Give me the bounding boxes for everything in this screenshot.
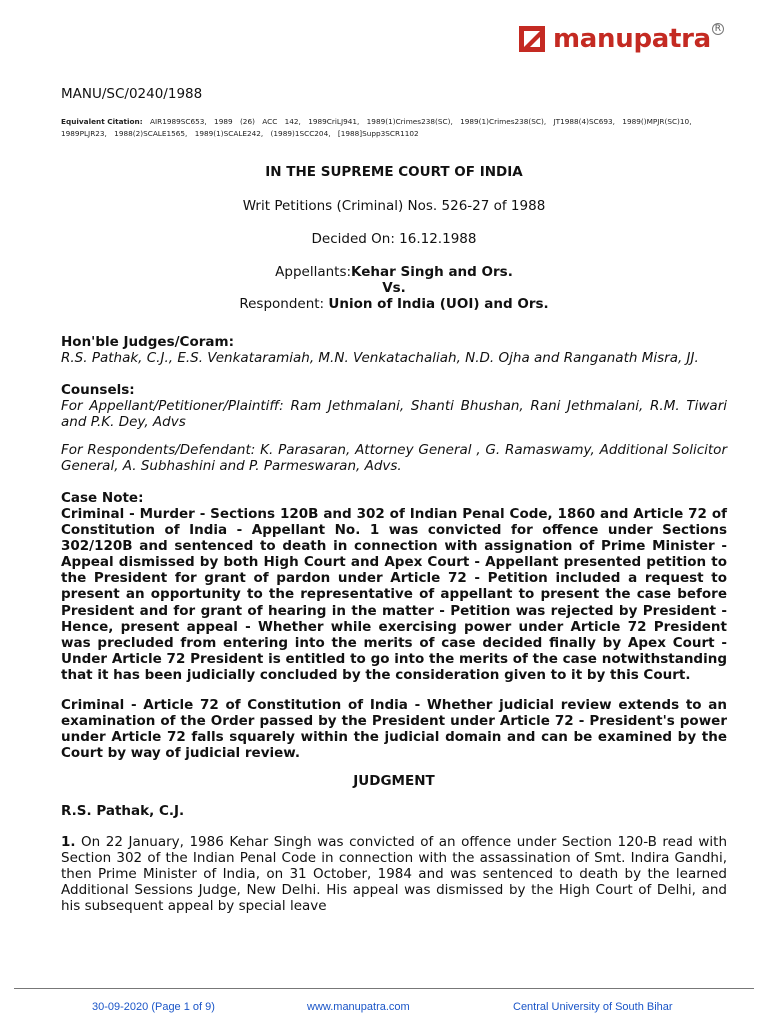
case-note-paragraph-2: Criminal - Article 72 of Constitution of India - Whether judicial review extends to an examination of the Order passed by the President under Article 72 - President's power under Article 72 falls squarely within the judicial domain and can be examined by the Court by way of judicial review. — [61, 697, 727, 762]
judges-heading: Hon'ble Judges/Coram: — [61, 334, 234, 350]
respondent-name: Union of India (UOI) and Ors. — [328, 296, 549, 312]
manupatra-logo — [517, 22, 722, 56]
case-note-section — [61, 490, 727, 761]
registered-mark-icon: R — [712, 23, 724, 35]
writ-petition-number: Writ Petitions (Criminal) Nos. 526-27 of 1988 — [242, 198, 546, 214]
footer-divider — [14, 988, 754, 989]
counsel-appellant: For Appellant/Petitioner/Plaintiff: Ram Jethmalani, Shanti Bhushan, Rani Jethmalani, R.M. Tiwari and P.K. Dey, Advs — [61, 398, 727, 430]
case-note-paragraph-1: Criminal - Murder - Sections 120B and 302 of Indian Penal Code, 1860 and Article 72 of Constitution of India - Appellant No. 1 was convicted for offence under Sections 302/120B and sentenced to death in connection with assignation of Prime Minister - Appeal dismissed by both High Court and Apex Court - Appellant presented petition to the President for grant of pardon under Article 72 - Petition included a request to present an opportunity to the representative of appellant to present the case before President and for grant of hearing in the matter - Petition was rejected by President - Hence, present appeal - Whether while exercising power under Article 72 President was precluded from entering into the merits of case decided finally by Apex Court - Under Article 72 President is entitled to go into the merits of the case notwithstanding that it has been judicially concluded by the consideration given to it by this Court. — [61, 506, 727, 683]
footer-website-link[interactable]: www.manupatra.com — [307, 1001, 410, 1013]
paragraph-1 — [61, 834, 727, 914]
manupatra-mark-icon — [517, 24, 547, 54]
judge-author: R.S. Pathak, C.J. — [61, 803, 185, 820]
appellants-label: Appellants: — [275, 264, 352, 280]
citation-id: MANU/SC/0240/1988 — [61, 86, 203, 102]
paragraph-number: 1. — [61, 834, 76, 851]
appellants-line — [61, 264, 727, 280]
brand-name: manupatra — [553, 24, 711, 54]
equivalent-citation — [61, 116, 727, 140]
versus: Vs. — [382, 280, 406, 296]
counsels-heading: Counsels: — [61, 382, 135, 398]
footer-date-page: 30-09-2020 (Page 1 of 9) — [92, 1001, 215, 1013]
judges-section — [61, 334, 727, 366]
appellants-name: Kehar Singh and Ors. — [351, 264, 513, 280]
judges-list: R.S. Pathak, C.J., E.S. Venkataramiah, M.N. Venkatachaliah, N.D. Ojha and Ranganath Misra, JJ. — [61, 350, 699, 366]
court-name: IN THE SUPREME COURT OF INDIA — [265, 164, 523, 180]
counsel-respondent: For Respondents/Defendant: K. Parasaran, Attorney General , G. Ramaswamy, Additional Solicitor General, A. Subhashini and P. Parmeswaran, Advs. — [61, 442, 727, 474]
counsels-section — [61, 382, 727, 474]
judgment-heading: JUDGMENT — [353, 773, 435, 790]
paragraph-text: On 22 January, 1986 Kehar Singh was convicted of an offence under Section 120-B read with Section 302 of the Indian Penal Code in connection with the assassination of Smt. Indira Gandhi, then Prime Minister of India, on 31 October, 1984 and was sentenced to death by the learned Additional Sessions Judge, New Delhi. His appeal was dismissed by the High Court of Delhi, and his subsequent appeal by special leave — [61, 834, 727, 915]
decided-on: Decided On: 16.12.1988 — [311, 231, 477, 247]
equivalent-citation-text: AIR1989SC653, 1989 (26) ACC 142, 1989CriLJ941, 1989(1)Crimes238(SC), 1989(1)Crimes238(SC), JT1988(4)SC693, 1989()MPJR(SC)10, 1989PLJR23, 1988(2)SCALE1565, 1989(1)SCALE242, (1989)1SCC204, [1988]Supp3SCR1102 — [61, 117, 692, 138]
case-note-heading: Case Note: — [61, 490, 144, 506]
equivalent-citation-label: Equivalent Citation: — [61, 117, 143, 126]
respondent-label: Respondent: — [239, 296, 329, 312]
respondent-line — [61, 296, 727, 312]
document-body — [61, 86, 727, 914]
parties — [61, 264, 727, 312]
footer-institution: Central University of South Bihar — [513, 1001, 673, 1013]
